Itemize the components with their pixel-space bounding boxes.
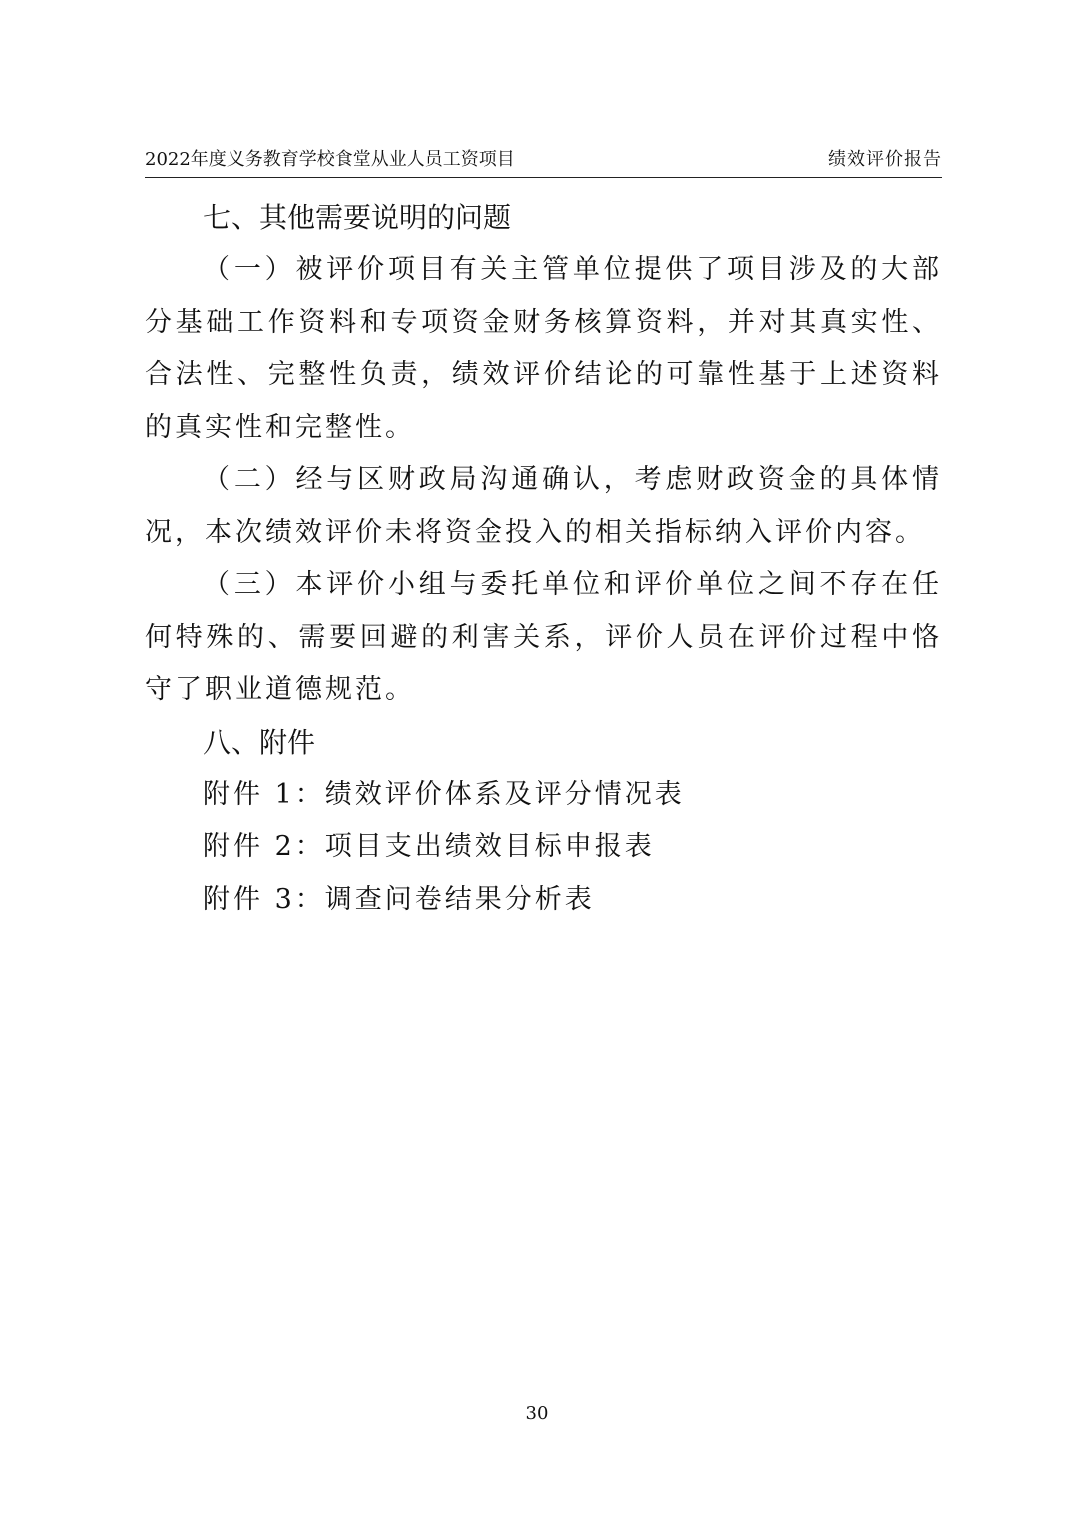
section-7-paragraph-3: （三）本评价小组与委托单位和评价单位之间不存在任何特殊的、需要回避的利害关系，评价人员在评价过程中恪守了职业道德规范。	[145, 569, 942, 705]
attachment-3: 附件 3：调查问卷结果分析表	[203, 883, 595, 915]
attachment-2: 附件 2：项目支出绩效目标申报表	[203, 831, 655, 862]
section-7-heading: 七、其他需要说明的问题	[203, 201, 512, 234]
section-8-heading: 八、附件	[203, 725, 316, 759]
header-project-title: 2022年度义务教育学校食堂从业人员工资项目	[145, 149, 515, 170]
page-header	[145, 147, 942, 178]
section-7-paragraph-1: （一）被评价项目有关主管单位提供了项目涉及的大部分基础工作资料和专项资金财务核算资料，并对其真实性、合法性、完整性负责，绩效评价结论的可靠性基于上述资料的真实性和完整性。	[145, 254, 942, 443]
document-body	[145, 192, 942, 926]
attachment-1: 附件 1：绩效评价体系及评分情况表	[203, 778, 685, 810]
header-report-title: 绩效评价报告	[828, 149, 942, 170]
page-number: 30	[525, 1403, 549, 1424]
section-7-paragraph-2: （二）经与区财政局沟通确认，考虑财政资金的具体情况，本次绩效评价未将资金投入的相关指标纳入评价内容。	[145, 464, 942, 548]
